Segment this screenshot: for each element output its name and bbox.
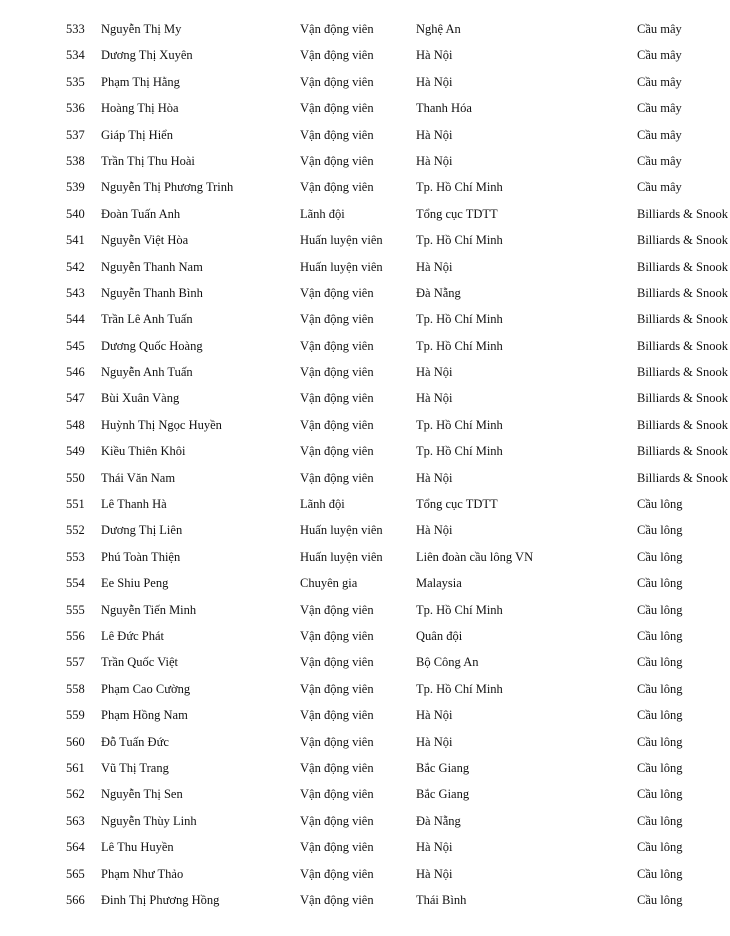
person-unit: Tp. Hồ Chí Minh	[416, 180, 503, 195]
row-number: 550	[66, 470, 85, 485]
table-row	[0, 808, 730, 834]
person-role: Vận động viên	[300, 655, 374, 670]
sport-name: Billiards & Snook	[637, 312, 728, 327]
person-role: Vận động viên	[300, 22, 374, 36]
sport-name: Billiards & Snook	[637, 285, 728, 300]
sport-name: Billiards & Snook	[637, 233, 728, 248]
person-unit: Hà Nội	[416, 127, 453, 142]
person-role: Huấn luyện viên	[300, 259, 383, 274]
sport-name: Cầu lông	[637, 523, 683, 538]
row-number: 555	[66, 602, 85, 617]
person-name: Nguyễn Tiến Minh	[101, 602, 197, 617]
person-role: Vận động viên	[300, 760, 374, 775]
sport-name: Cầu lông	[637, 866, 683, 881]
person-unit: Thanh Hóa	[416, 101, 472, 116]
person-unit: Đà Nẵng	[416, 285, 461, 300]
table-row	[0, 676, 730, 702]
table-row	[0, 465, 730, 491]
row-number: 557	[66, 655, 85, 670]
sport-name: Cầu mây	[637, 74, 682, 89]
person-unit: Hà Nội	[416, 74, 453, 89]
person-name: Phạm Cao Cường	[101, 681, 191, 696]
person-name: Kiều Thiên Khôi	[101, 444, 186, 459]
sport-name: Cầu mây	[637, 22, 682, 36]
person-name: Dương Thị Liên	[101, 523, 183, 538]
person-name: Trần Quốc Việt	[101, 655, 179, 670]
row-number: 554	[66, 576, 85, 591]
person-name: Nguyễn Thị Phương Trinh	[101, 180, 234, 195]
row-number: 535	[66, 74, 85, 89]
table-row	[0, 227, 730, 253]
person-role: Vận động viên	[300, 312, 374, 327]
person-unit: Đà Nẵng	[416, 813, 461, 828]
row-number: 566	[66, 892, 85, 907]
row-number: 546	[66, 365, 85, 380]
person-role: Lãnh đội	[300, 206, 345, 221]
table-row	[0, 306, 730, 332]
row-number: 561	[66, 760, 85, 775]
person-unit: Hà Nội	[416, 708, 453, 723]
person-role: Vận động viên	[300, 180, 374, 195]
person-name: Nguyễn Anh Tuấn	[101, 365, 193, 380]
person-name: Phú Toàn Thiện	[101, 549, 181, 564]
row-number: 562	[66, 787, 85, 802]
person-role: Vận động viên	[300, 417, 374, 432]
person-unit: Thái Bình	[416, 892, 467, 907]
table-row	[0, 887, 730, 913]
sport-name: Cầu lông	[637, 840, 683, 855]
person-name: Dương Thị Xuyên	[101, 48, 193, 63]
table-row	[0, 570, 730, 596]
row-number: 549	[66, 444, 85, 459]
person-name: Phạm Thị Hằng	[101, 74, 180, 89]
sport-name: Cầu lông	[637, 655, 683, 670]
person-name: Huỳnh Thị Ngọc Huyền	[101, 417, 222, 432]
row-number: 556	[66, 628, 85, 643]
row-number: 539	[66, 180, 85, 195]
person-unit: Hà Nội	[416, 523, 453, 538]
person-role: Vận động viên	[300, 153, 374, 168]
table-row	[0, 623, 730, 649]
sport-name: Cầu lông	[637, 787, 683, 802]
person-role: Vận động viên	[300, 708, 374, 723]
person-unit: Tp. Hồ Chí Minh	[416, 602, 503, 617]
table-row	[0, 438, 730, 464]
sport-name: Cầu mây	[637, 48, 682, 63]
sport-name: Cầu mây	[637, 127, 682, 142]
table-row	[0, 544, 730, 570]
row-number: 548	[66, 417, 85, 432]
row-number: 565	[66, 866, 85, 881]
person-unit: Nghệ An	[416, 22, 461, 36]
person-unit: Hà Nội	[416, 866, 453, 881]
table-row	[0, 861, 730, 887]
person-name: Trần Thị Thu Hoài	[101, 153, 195, 168]
person-unit: Tổng cục TDTT	[416, 497, 498, 512]
person-unit: Hà Nội	[416, 840, 453, 855]
table-row	[0, 597, 730, 623]
row-number: 536	[66, 101, 85, 116]
sport-name: Cầu mây	[637, 180, 682, 195]
person-name: Nguyễn Thị My	[101, 22, 182, 36]
person-role: Vận động viên	[300, 628, 374, 643]
person-unit: Hà Nội	[416, 470, 453, 485]
sport-name: Billiards & Snook	[637, 470, 728, 485]
person-role: Huấn luyện viên	[300, 523, 383, 538]
sport-name: Cầu lông	[637, 760, 683, 775]
table-row	[0, 333, 730, 359]
table-row	[0, 201, 730, 227]
person-unit: Tp. Hồ Chí Minh	[416, 312, 503, 327]
sport-name: Cầu lông	[637, 681, 683, 696]
person-unit: Tp. Hồ Chí Minh	[416, 681, 503, 696]
person-name: Đỗ Tuấn Đức	[101, 734, 169, 749]
person-unit: Bắc Giang	[416, 760, 470, 775]
sport-name: Cầu lông	[637, 813, 683, 828]
person-unit: Hà Nội	[416, 153, 453, 168]
person-role: Huấn luyện viên	[300, 549, 383, 564]
person-name: Giáp Thị Hiển	[101, 127, 173, 142]
sport-name: Billiards & Snook	[637, 365, 728, 380]
sport-name: Cầu mây	[637, 101, 682, 116]
person-name: Nguyễn Thị Sen	[101, 787, 183, 802]
person-role: Vận động viên	[300, 74, 374, 89]
table-row	[0, 148, 730, 174]
sport-name: Cầu lông	[637, 892, 683, 907]
person-name: Ee Shiu Peng	[101, 576, 169, 591]
table-row	[0, 95, 730, 121]
sport-name: Billiards & Snook	[637, 206, 728, 221]
table-row	[0, 280, 730, 306]
person-role: Vận động viên	[300, 127, 374, 142]
row-number: 542	[66, 259, 85, 274]
person-role: Vận động viên	[300, 365, 374, 380]
row-number: 540	[66, 206, 85, 221]
sport-name: Cầu lông	[637, 549, 683, 564]
row-number: 538	[66, 153, 85, 168]
row-number: 541	[66, 233, 85, 248]
person-role: Chuyên gia	[300, 576, 358, 591]
row-number: 564	[66, 840, 85, 855]
person-role: Vận động viên	[300, 734, 374, 749]
person-unit: Liên đoàn cầu lông VN	[416, 549, 534, 564]
person-unit: Quân đội	[416, 628, 463, 643]
table-row	[0, 254, 730, 280]
sport-name: Cầu lông	[637, 734, 683, 749]
table-row	[0, 359, 730, 385]
table-row	[0, 649, 730, 675]
person-name: Lê Đức Phát	[101, 628, 165, 643]
person-name: Phạm Hồng Nam	[101, 708, 188, 723]
sport-name: Cầu lông	[637, 602, 683, 617]
person-role: Vận động viên	[300, 391, 374, 406]
person-unit: Hà Nội	[416, 48, 453, 63]
person-role: Vận động viên	[300, 285, 374, 300]
table-row	[0, 702, 730, 728]
person-role: Vận động viên	[300, 681, 374, 696]
person-unit: Tp. Hồ Chí Minh	[416, 417, 503, 432]
person-role: Vận động viên	[300, 840, 374, 855]
person-unit: Bắc Giang	[416, 787, 470, 802]
person-role: Vận động viên	[300, 892, 374, 907]
person-name: Lê Thanh Hà	[101, 497, 167, 512]
person-role: Vận động viên	[300, 787, 374, 802]
row-number: 553	[66, 549, 85, 564]
row-number: 559	[66, 708, 85, 723]
person-role: Vận động viên	[300, 444, 374, 459]
row-number: 537	[66, 127, 85, 142]
person-unit: Hà Nội	[416, 259, 453, 274]
sport-name: Cầu lông	[637, 497, 683, 512]
table-row	[0, 491, 730, 517]
row-number: 551	[66, 497, 85, 512]
person-role: Huấn luyện viên	[300, 233, 383, 248]
person-name: Nguyễn Thùy Linh	[101, 813, 197, 828]
row-number: 533	[66, 22, 85, 36]
table-row	[0, 16, 730, 42]
table-row	[0, 174, 730, 200]
table-row	[0, 781, 730, 807]
person-role: Vận động viên	[300, 470, 374, 485]
sport-name: Billiards & Snook	[637, 391, 728, 406]
table-row	[0, 412, 730, 438]
person-name: Đoàn Tuấn Anh	[101, 206, 181, 221]
person-unit: Bộ Công An	[416, 655, 479, 670]
person-role: Lãnh đội	[300, 497, 345, 512]
person-unit: Tp. Hồ Chí Minh	[416, 338, 503, 353]
person-name: Hoàng Thị Hòa	[101, 101, 179, 116]
sport-name: Cầu lông	[637, 576, 683, 591]
person-role: Vận động viên	[300, 813, 374, 828]
row-number: 545	[66, 338, 85, 353]
table-row	[0, 385, 730, 411]
sport-name: Billiards & Snook	[637, 417, 728, 432]
person-name: Thái Văn Nam	[101, 470, 176, 485]
person-role: Vận động viên	[300, 101, 374, 116]
row-number: 558	[66, 681, 85, 696]
person-name: Phạm Như Thảo	[101, 866, 184, 881]
table-row	[0, 834, 730, 860]
table-row	[0, 729, 730, 755]
row-number: 543	[66, 285, 85, 300]
person-role: Vận động viên	[300, 48, 374, 63]
person-unit: Tổng cục TDTT	[416, 206, 498, 221]
table-row	[0, 42, 730, 68]
person-unit: Hà Nội	[416, 365, 453, 380]
sport-name: Billiards & Snook	[637, 259, 728, 274]
person-role: Vận động viên	[300, 866, 374, 881]
sport-name: Cầu mây	[637, 153, 682, 168]
person-unit: Tp. Hồ Chí Minh	[416, 444, 503, 459]
person-role: Vận động viên	[300, 338, 374, 353]
person-name: Vũ Thị Trang	[101, 760, 169, 775]
person-unit: Tp. Hồ Chí Minh	[416, 233, 503, 248]
table-row	[0, 517, 730, 543]
row-number: 560	[66, 734, 85, 749]
person-name: Nguyễn Thanh Bình	[101, 285, 203, 300]
person-name: Nguyễn Thanh Nam	[101, 259, 203, 274]
person-name: Bùi Xuân Vàng	[101, 391, 180, 406]
person-name: Đinh Thị Phương Hồng	[101, 892, 220, 907]
person-name: Nguyễn Việt Hòa	[101, 233, 189, 248]
sport-name: Billiards & Snook	[637, 338, 728, 353]
person-unit: Hà Nội	[416, 391, 453, 406]
row-number: 544	[66, 312, 85, 327]
table-row	[0, 122, 730, 148]
row-number: 563	[66, 813, 85, 828]
sport-name: Cầu lông	[637, 708, 683, 723]
person-name: Dương Quốc Hoàng	[101, 338, 203, 353]
row-number: 552	[66, 523, 85, 538]
sport-name: Billiards & Snook	[637, 444, 728, 459]
row-number: 534	[66, 48, 85, 63]
row-number: 547	[66, 391, 85, 406]
person-name: Lê Thu Huyền	[101, 840, 174, 855]
person-unit: Malaysia	[416, 576, 462, 591]
person-role: Vận động viên	[300, 602, 374, 617]
person-unit: Hà Nội	[416, 734, 453, 749]
person-name: Trần Lê Anh Tuấn	[101, 312, 193, 327]
table-row	[0, 755, 730, 781]
roster-table	[0, 16, 730, 913]
sport-name: Cầu lông	[637, 628, 683, 643]
table-row	[0, 69, 730, 95]
